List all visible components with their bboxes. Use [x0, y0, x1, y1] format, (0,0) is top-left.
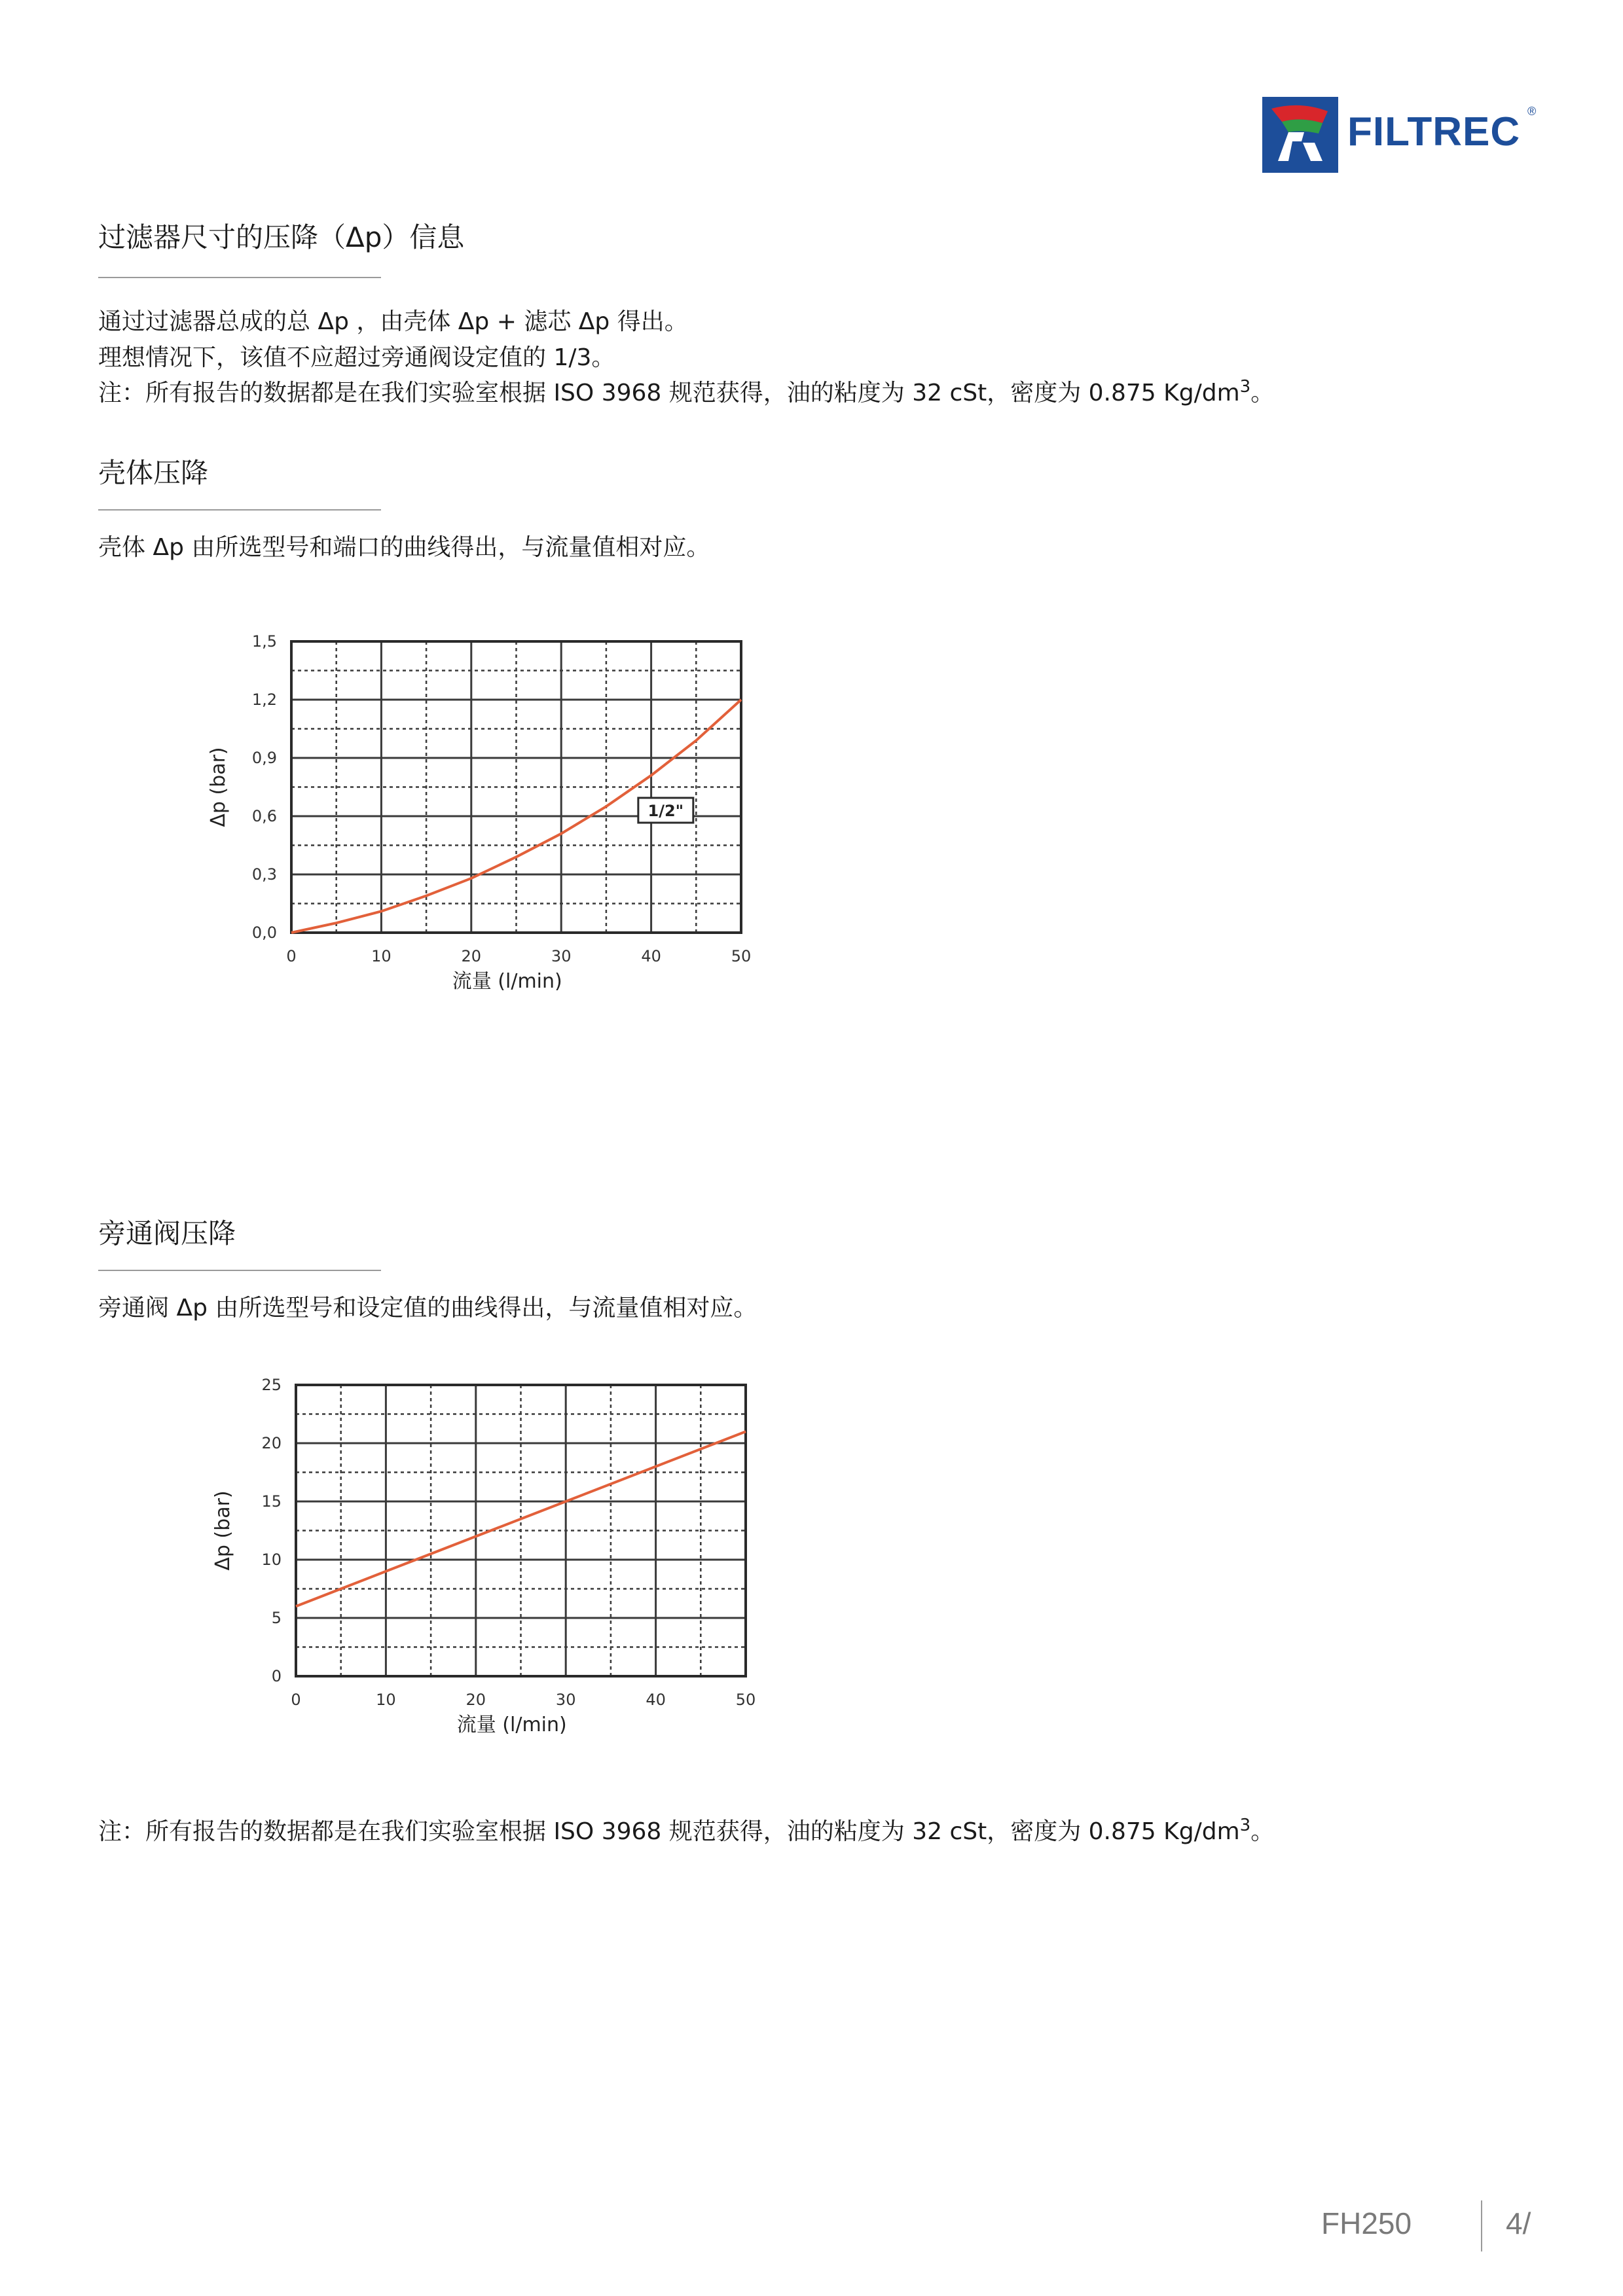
paragraph-line-2: 理想情况下，该值不应超过旁通阀设定值的 1/3。 — [98, 344, 615, 371]
chart-svg — [196, 1373, 786, 1779]
y-tick-label: 15 — [261, 1492, 282, 1511]
y-tick-label: 5 — [271, 1609, 282, 1627]
footer-model: FH250 — [1321, 2206, 1412, 2240]
x-tick-label: 20 — [461, 947, 482, 965]
paragraph-housing: 壳体 Δp 由所选型号和端口的曲线得出，与流量值相对应。 — [98, 534, 710, 561]
y-axis-label: Δp (bar) — [207, 747, 230, 827]
bypass-pressure-drop-chart — [196, 1373, 786, 1779]
x-tick-label: 10 — [376, 1691, 396, 1709]
x-tick-label: 30 — [555, 1691, 576, 1709]
paragraph-line-1: 通过过滤器总成的总 Δp ，由壳体 Δp + 滤芯 Δp 得出。 — [98, 308, 688, 335]
x-axis-label: 流量 (l/min) — [452, 970, 562, 993]
x-tick-label: 0 — [286, 947, 297, 965]
x-tick-label: 10 — [371, 947, 392, 965]
y-tick-label: 25 — [261, 1376, 282, 1394]
x-tick-label: 50 — [735, 1691, 756, 1709]
y-tick-label: 0,9 — [251, 749, 277, 767]
y-tick-label: 1,2 — [251, 691, 277, 709]
x-tick-label: 40 — [646, 1691, 666, 1709]
chart-svg — [196, 622, 786, 1028]
y-tick-label: 0 — [271, 1667, 282, 1685]
paragraph-line-3: 注：所有报告的数据都是在我们实验室根据 ISO 3968 规范获得，油的粘度为 32 cSt，密度为 0.875 $Kg/dm^3$。 — [98, 377, 1275, 406]
heading-rule — [98, 1270, 381, 1271]
y-tick-label: 0,3 — [251, 865, 277, 884]
paragraph-bypass: 旁通阀 Δp 由所选型号和设定值的曲线得出，与流量值相对应。 — [98, 1295, 757, 1321]
y-tick-label: 10 — [261, 1551, 282, 1569]
filtrec-logo-icon — [1262, 97, 1338, 173]
footer-divider — [1481, 2200, 1482, 2251]
x-tick-label: 20 — [465, 1691, 486, 1709]
y-tick-label: 0,0 — [251, 924, 277, 942]
registered-mark: ® — [1527, 105, 1537, 118]
annotation-label: 1/2" — [647, 802, 684, 820]
x-tick-label: 50 — [731, 947, 752, 965]
x-tick-label: 40 — [641, 947, 661, 965]
section-title-housing: 壳体压降 — [98, 457, 209, 489]
housing-pressure-drop-chart — [196, 622, 786, 1028]
x-tick-label: 30 — [551, 947, 572, 965]
y-tick-label: 20 — [261, 1434, 282, 1452]
x-tick-label: 0 — [291, 1691, 301, 1709]
note-text: 注：所有报告的数据都是在我们实验室根据 ISO 3968 规范获得，油的粘度为 32 cSt，密度为 0.875 $Kg/dm^3$。 — [98, 1816, 1275, 1845]
section-title-bypass: 旁通阀压降 — [98, 1217, 236, 1249]
y-tick-label: 1,5 — [251, 632, 277, 651]
heading-rule — [98, 509, 381, 511]
brand-logo — [1262, 97, 1537, 173]
y-tick-label: 0,6 — [251, 807, 277, 825]
section-title-pressure-drop: 过滤器尺寸的压降（Δp）信息 — [98, 221, 465, 253]
footer-page-number: 4/ — [1506, 2206, 1531, 2240]
brand-name: FILTREC — [1347, 109, 1521, 154]
y-axis-label: Δp (bar) — [211, 1490, 234, 1571]
heading-rule — [98, 277, 381, 278]
x-axis-label: 流量 (l/min) — [456, 1713, 567, 1736]
